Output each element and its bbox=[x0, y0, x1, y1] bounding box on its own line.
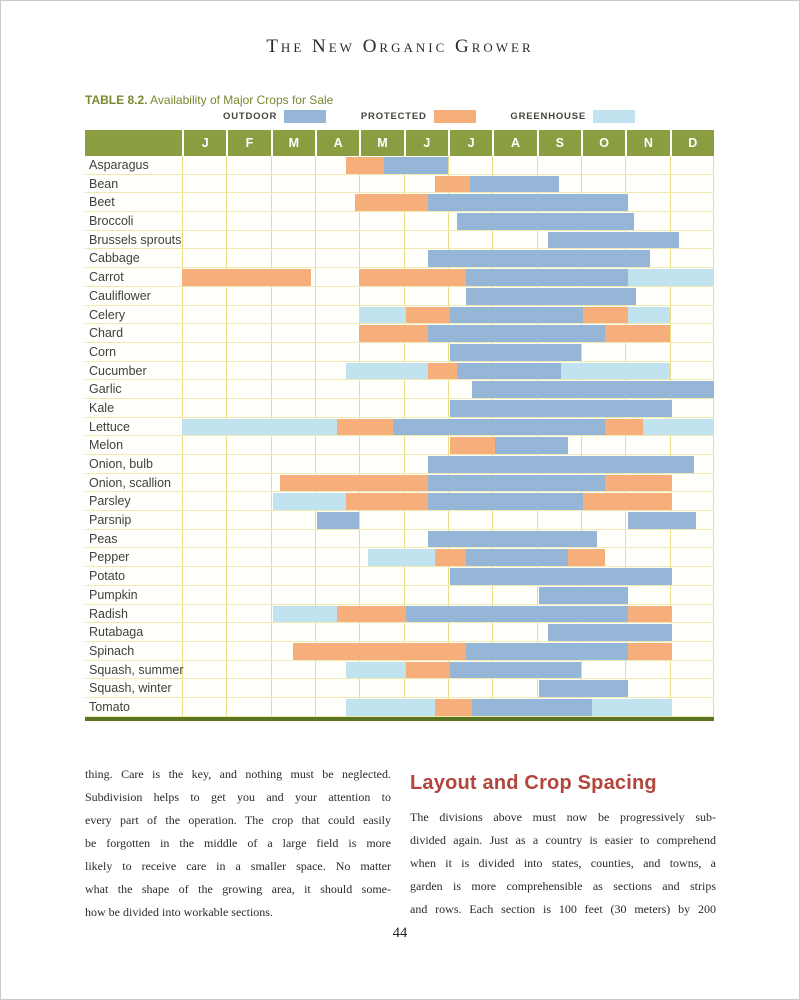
crop-label: Parsley bbox=[89, 494, 131, 509]
table-row bbox=[85, 380, 714, 399]
crop-label: Brussels sprouts bbox=[89, 232, 182, 247]
crop-label: Squash, winter bbox=[89, 681, 172, 696]
protected-availability-bar bbox=[450, 437, 494, 454]
outdoor-availability-bar bbox=[466, 288, 637, 305]
table-caption-number: TABLE 8.2. bbox=[85, 93, 148, 107]
outdoor-availability-bar bbox=[548, 624, 672, 641]
outdoor-availability-bar bbox=[450, 307, 583, 324]
table-row bbox=[85, 418, 714, 437]
protected-availability-bar bbox=[182, 269, 311, 286]
protected-availability-bar bbox=[435, 176, 470, 193]
greenhouse-availability-bar bbox=[628, 307, 670, 324]
table-row bbox=[85, 212, 714, 231]
greenhouse-availability-bar bbox=[628, 269, 714, 286]
table-row bbox=[85, 324, 714, 343]
table-row bbox=[85, 268, 714, 287]
protected-availability-bar bbox=[293, 643, 466, 660]
greenhouse-availability-bar bbox=[359, 307, 406, 324]
outdoor-availability-bar bbox=[457, 213, 634, 230]
table-row bbox=[85, 586, 714, 605]
table-row bbox=[85, 175, 714, 194]
protected-availability-bar bbox=[628, 643, 672, 660]
greenhouse-availability-bar bbox=[346, 699, 435, 716]
greenhouse-availability-bar bbox=[592, 699, 672, 716]
outdoor-availability-bar bbox=[428, 531, 596, 548]
month-header-letter: J bbox=[404, 130, 448, 156]
crop-label: Kale bbox=[89, 400, 115, 415]
protected-availability-bar bbox=[355, 194, 428, 211]
outdoor-availability-bar bbox=[428, 493, 583, 510]
legend-item bbox=[223, 110, 326, 123]
crop-label: Broccoli bbox=[89, 214, 134, 229]
protected-availability-bar bbox=[337, 606, 406, 623]
outdoor-availability-bar bbox=[466, 269, 628, 286]
protected-availability-bar bbox=[346, 493, 428, 510]
greenhouse-availability-bar bbox=[368, 549, 435, 566]
protected-availability-bar bbox=[428, 363, 457, 380]
crop-label: Bean bbox=[89, 176, 119, 191]
table-row bbox=[85, 474, 714, 493]
table-row bbox=[85, 661, 714, 680]
month-header-letter: F bbox=[226, 130, 270, 156]
table-row bbox=[85, 698, 714, 717]
crop-label: Carrot bbox=[89, 270, 124, 285]
table-bottom-rule bbox=[85, 717, 714, 721]
outdoor-availability-bar bbox=[384, 157, 448, 174]
body-text-line: every part of the operation. The crop that could easily bbox=[85, 813, 391, 827]
table-row bbox=[85, 249, 714, 268]
body-text-line: be forgotten in the middle of a large field is more bbox=[85, 836, 391, 850]
crop-label: Spinach bbox=[89, 643, 135, 658]
outdoor-availability-bar bbox=[539, 587, 628, 604]
body-text-line: and rows. Each section is 100 feet (30 meters) by 200 bbox=[410, 902, 716, 916]
availability-table bbox=[85, 130, 714, 721]
crop-label: Melon bbox=[89, 438, 124, 453]
table-row bbox=[85, 287, 714, 306]
month-header-letter: J bbox=[182, 130, 226, 156]
greenhouse-availability-bar bbox=[643, 419, 714, 436]
protected-availability-bar bbox=[346, 157, 384, 174]
body-text-line: The divisions above must now be progressively sub- bbox=[410, 810, 716, 824]
table-row bbox=[85, 548, 714, 567]
legend-label: PROTECTED bbox=[360, 111, 427, 122]
protected-availability-bar bbox=[280, 475, 429, 492]
table-row bbox=[85, 343, 714, 362]
month-header-letter: M bbox=[271, 130, 315, 156]
legend-item bbox=[361, 110, 476, 123]
month-header-row bbox=[85, 130, 714, 156]
crop-label: Beet bbox=[89, 195, 115, 210]
protected-availability-bar bbox=[337, 419, 392, 436]
crop-label: Asparagus bbox=[89, 158, 149, 172]
table-caption-title: Availability of Major Crops for Sale bbox=[147, 93, 334, 107]
protected-availability-bar bbox=[406, 662, 450, 679]
outdoor-availability-bar bbox=[450, 568, 672, 585]
crop-label: Onion, bulb bbox=[89, 457, 153, 471]
outdoor-availability-bar bbox=[472, 699, 592, 716]
month-header-letter: S bbox=[537, 130, 581, 156]
protected-availability-bar bbox=[583, 307, 627, 324]
table-row bbox=[85, 679, 714, 698]
crop-label: Pepper bbox=[89, 550, 130, 565]
crop-label: Radish bbox=[89, 606, 128, 621]
month-header-letter: O bbox=[581, 130, 625, 156]
greenhouse-legend-swatch bbox=[593, 110, 635, 123]
crop-label: Lettuce bbox=[89, 419, 131, 434]
protected-availability-bar bbox=[628, 606, 672, 623]
table-row bbox=[85, 156, 714, 175]
table-row bbox=[85, 231, 714, 250]
month-header-letter: A bbox=[315, 130, 359, 156]
table-row bbox=[85, 530, 714, 549]
outdoor-availability-bar bbox=[466, 643, 628, 660]
table-row bbox=[85, 511, 714, 530]
legend-label: OUTDOOR bbox=[223, 111, 278, 122]
protected-availability-bar bbox=[435, 699, 473, 716]
table-row bbox=[85, 306, 714, 325]
outdoor-availability-bar bbox=[457, 363, 561, 380]
month-header-letter: N bbox=[625, 130, 669, 156]
protected-legend-swatch bbox=[434, 110, 476, 123]
crop-label: Corn bbox=[89, 344, 117, 359]
outdoor-availability-bar bbox=[428, 325, 605, 342]
outdoor-availability-bar bbox=[406, 606, 628, 623]
protected-availability-bar bbox=[605, 419, 643, 436]
table-row bbox=[85, 642, 714, 661]
crop-label: Onion, scallion bbox=[89, 475, 171, 490]
crop-label: Cauliflower bbox=[89, 288, 151, 303]
outdoor-availability-bar bbox=[428, 456, 694, 473]
crop-label: Pumpkin bbox=[89, 587, 138, 602]
body-text-line: how be divided into workable sections. bbox=[85, 905, 273, 919]
running-head: The New Organic Grower bbox=[266, 36, 534, 57]
table-row bbox=[85, 362, 714, 381]
outdoor-legend-swatch bbox=[284, 110, 326, 123]
table-row bbox=[85, 623, 714, 642]
month-header-cells bbox=[182, 130, 714, 156]
body-text-line: Subdivision helps to get you and your attention to bbox=[85, 790, 391, 804]
outdoor-availability-bar bbox=[628, 512, 697, 529]
outdoor-availability-bar bbox=[428, 194, 628, 211]
section-heading: Layout and Crop Spacing bbox=[410, 772, 657, 794]
chart-legend bbox=[85, 108, 714, 125]
table-row bbox=[85, 193, 714, 212]
crop-label: Peas bbox=[89, 531, 118, 546]
left-text-column bbox=[85, 763, 391, 924]
protected-availability-bar bbox=[406, 307, 450, 324]
crop-label: Potato bbox=[89, 569, 126, 584]
crop-label: Cucumber bbox=[89, 363, 147, 378]
chart-body bbox=[85, 156, 714, 717]
body-text-line: divided again. Just as a country is easier to comprehend bbox=[410, 833, 716, 847]
protected-availability-bar bbox=[605, 325, 669, 342]
crop-label: Chard bbox=[89, 326, 124, 341]
body-text-line: thing. Care is the key, and nothing must be neglected. bbox=[85, 767, 391, 781]
crop-label: Parsnip bbox=[89, 513, 132, 528]
table-row bbox=[85, 567, 714, 586]
outdoor-availability-bar bbox=[450, 400, 672, 417]
table-row bbox=[85, 399, 714, 418]
crop-label: Squash, summer bbox=[89, 662, 184, 677]
table-row bbox=[85, 455, 714, 474]
month-header-label-spacer bbox=[85, 130, 182, 156]
greenhouse-availability-bar bbox=[346, 662, 406, 679]
body-text-line: garden is more comprehensible as sections and strips bbox=[410, 879, 716, 893]
outdoor-availability-bar bbox=[466, 549, 568, 566]
outdoor-availability-bar bbox=[539, 680, 628, 697]
crop-label: Tomato bbox=[89, 699, 130, 714]
legend-item bbox=[510, 110, 635, 123]
protected-availability-bar bbox=[583, 493, 672, 510]
greenhouse-availability-bar bbox=[561, 363, 670, 380]
outdoor-availability-bar bbox=[428, 475, 605, 492]
legend-label: GREENHOUSE bbox=[510, 111, 586, 122]
right-text-column bbox=[410, 806, 716, 921]
protected-availability-bar bbox=[568, 549, 606, 566]
table-row bbox=[85, 436, 714, 455]
outdoor-availability-bar bbox=[393, 419, 606, 436]
outdoor-availability-bar bbox=[317, 512, 359, 529]
month-header-letter: A bbox=[492, 130, 536, 156]
greenhouse-availability-bar bbox=[182, 419, 337, 436]
month-header-letter: J bbox=[448, 130, 492, 156]
outdoor-availability-bar bbox=[495, 437, 568, 454]
table-row bbox=[85, 605, 714, 624]
table-row bbox=[85, 492, 714, 511]
table-caption bbox=[85, 93, 333, 107]
greenhouse-availability-bar bbox=[273, 493, 346, 510]
protected-availability-bar bbox=[359, 325, 428, 342]
outdoor-availability-bar bbox=[472, 381, 714, 398]
greenhouse-availability-bar bbox=[346, 363, 428, 380]
protected-availability-bar bbox=[435, 549, 466, 566]
outdoor-availability-bar bbox=[450, 344, 581, 361]
protected-availability-bar bbox=[359, 269, 465, 286]
protected-availability-bar bbox=[605, 475, 672, 492]
body-text-line: when it is divided into states, counties, and towns, a bbox=[410, 856, 716, 870]
outdoor-availability-bar bbox=[470, 176, 559, 193]
month-header-letter: M bbox=[359, 130, 403, 156]
crop-label: Celery bbox=[89, 307, 126, 322]
month-header-letter: D bbox=[670, 130, 714, 156]
outdoor-availability-bar bbox=[428, 250, 650, 267]
body-text-line: likely to receive care in a smaller space. No matter bbox=[85, 859, 391, 873]
greenhouse-availability-bar bbox=[273, 606, 337, 623]
body-text-line: what the shape of the growing area, it should some- bbox=[85, 882, 391, 896]
crop-label: Cabbage bbox=[89, 251, 140, 266]
outdoor-availability-bar bbox=[548, 232, 679, 249]
page-number: 44 bbox=[392, 925, 408, 941]
crop-label: Garlic bbox=[89, 382, 122, 397]
crop-label: Rutabaga bbox=[89, 625, 144, 640]
outdoor-availability-bar bbox=[450, 662, 581, 679]
